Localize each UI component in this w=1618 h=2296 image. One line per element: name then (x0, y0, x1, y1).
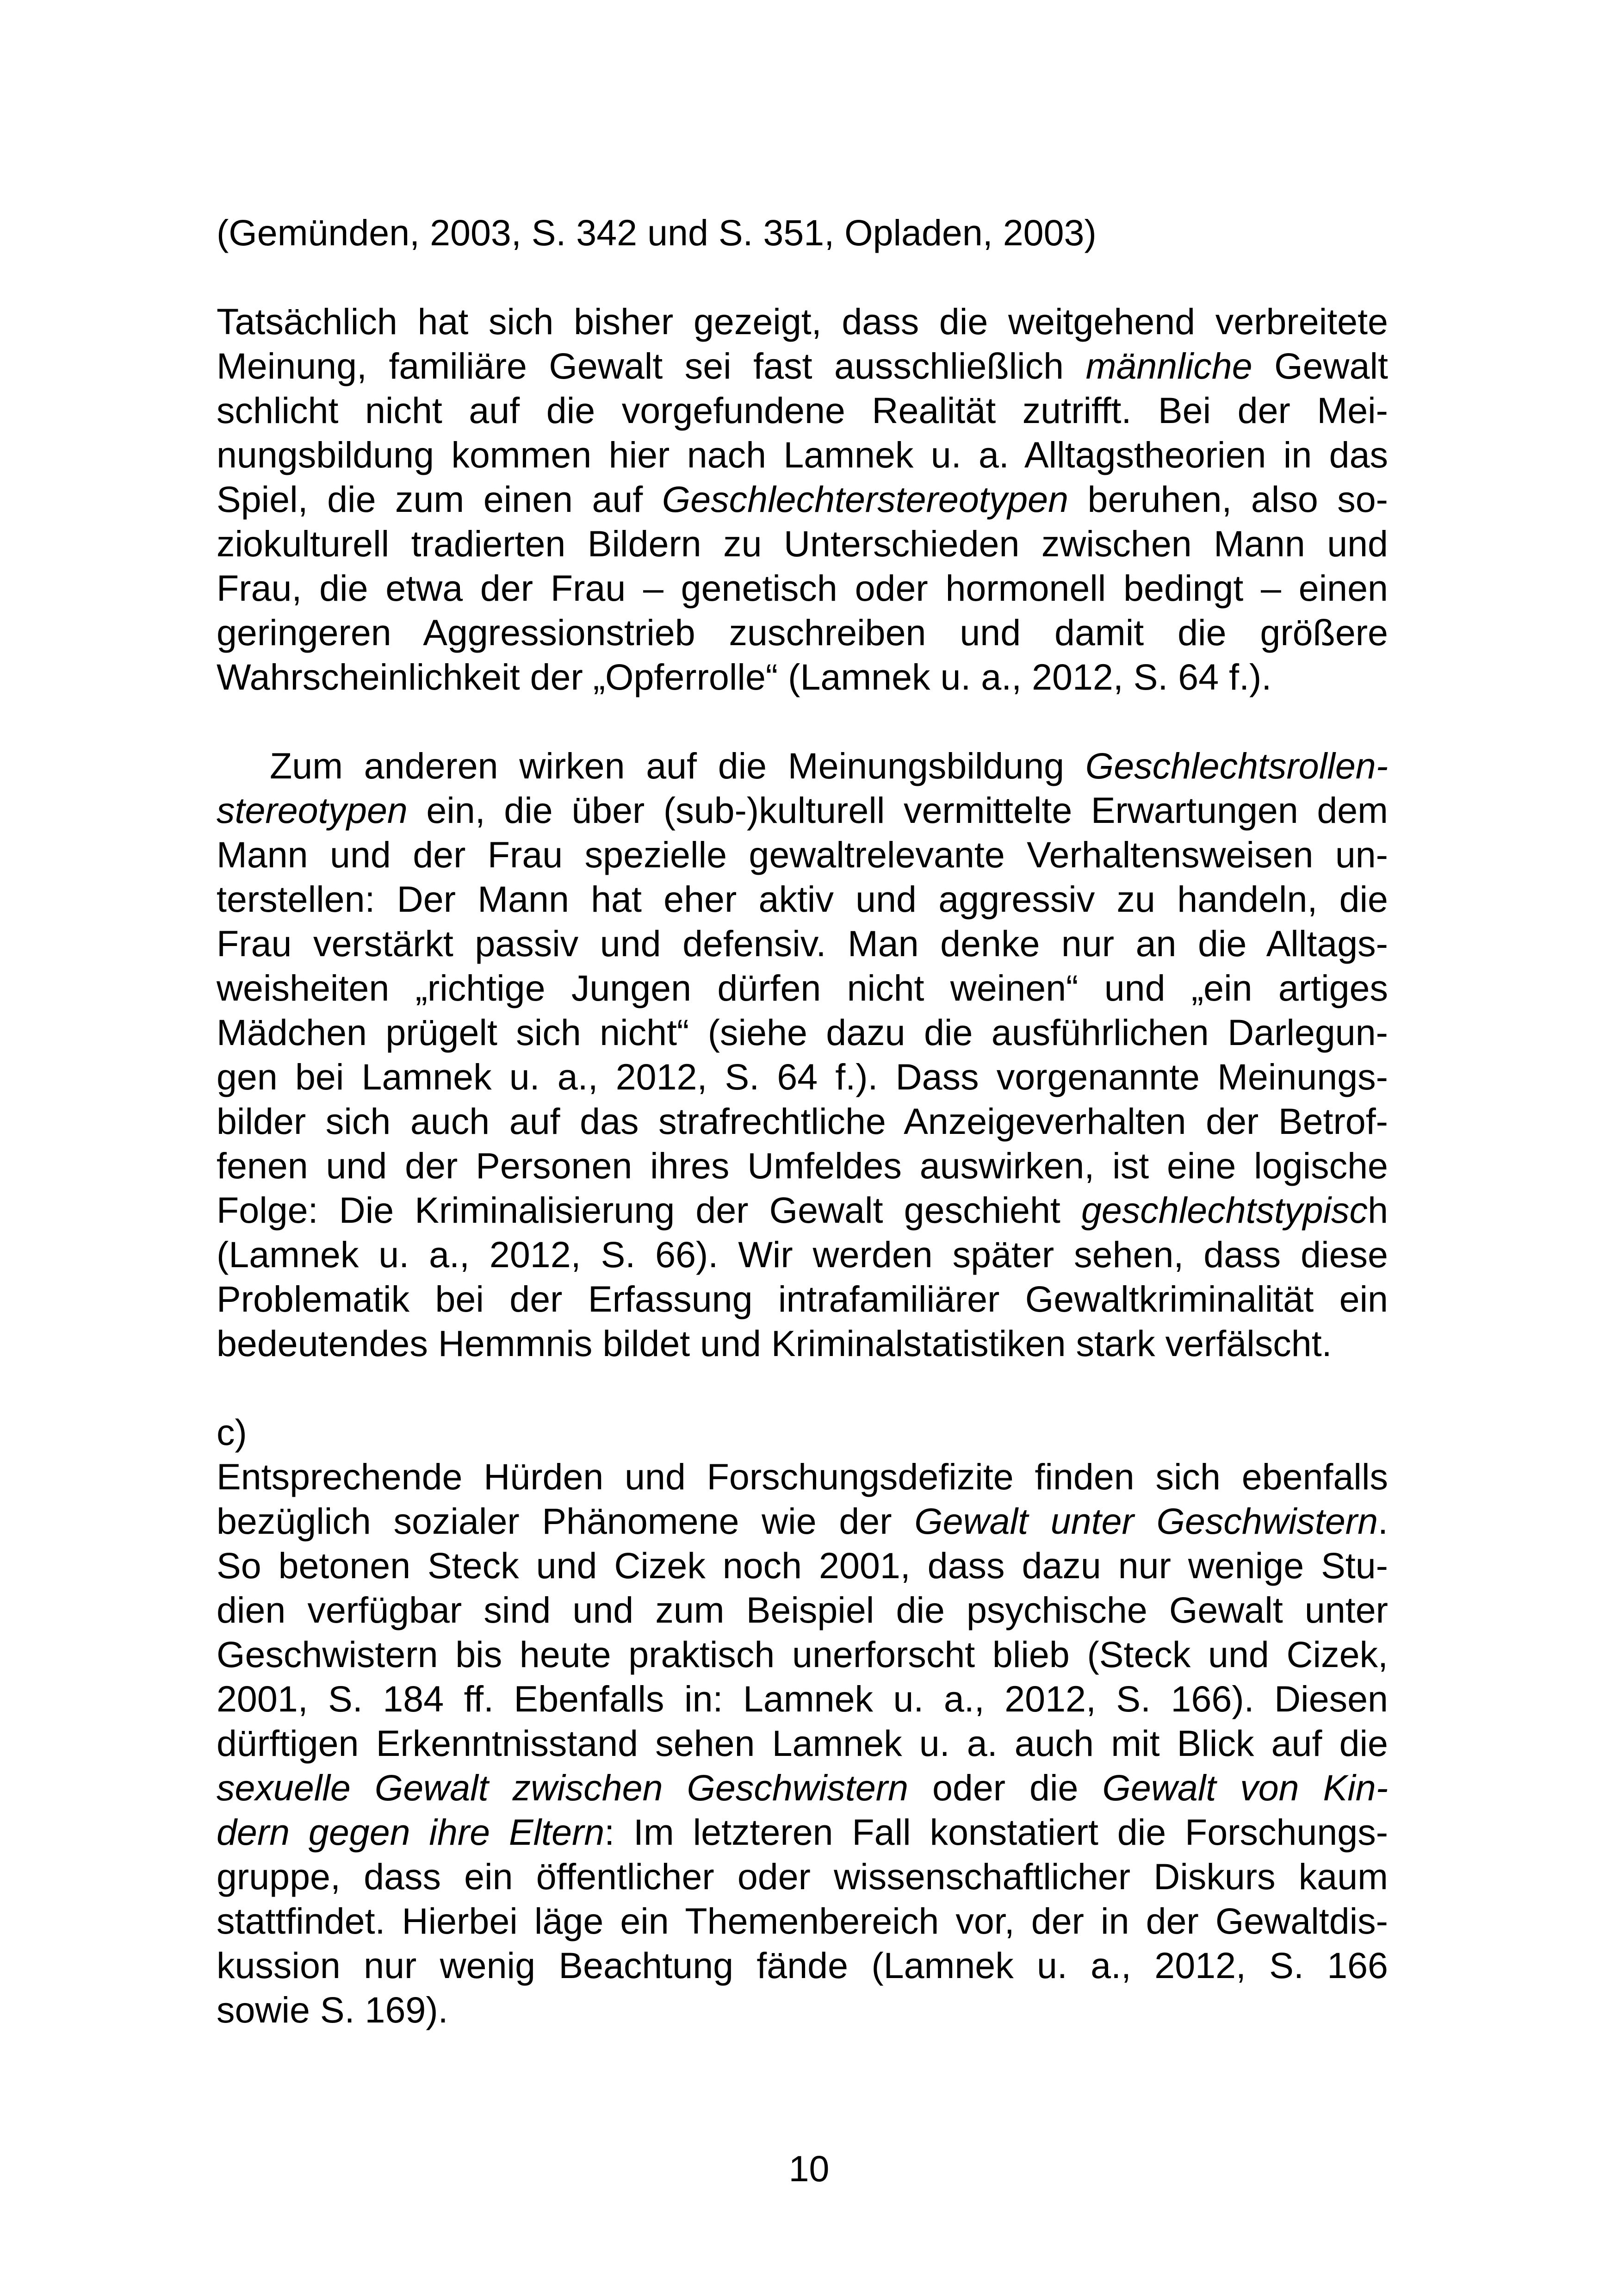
emphasis: sexuelle Gewalt zwischen Geschwistern (217, 1767, 909, 1808)
emphasis: Geschlechtsrollen- (1085, 745, 1388, 786)
spacer (217, 699, 1388, 744)
text-line: Folge: Die Kriminalisierung der Gewalt geschieht geschlechtstypisch (217, 1189, 1388, 1231)
text-line: So betonen Steck und Cizek noch 2001, dass dazu nur wenige Stu- (217, 1545, 1388, 1586)
citation-line: (Gemünden, 2003, S. 342 und S. 351, Opladen, 2003) (217, 212, 1097, 253)
text-line: sowie S. 169). (217, 1989, 448, 2030)
text-line: stereotypen ein, die über (sub-)kulturell vermittelte Erwartungen dem (217, 790, 1388, 831)
text-line: Spiel, die zum einen auf Geschlechterstereotypen beruhen, also so- (217, 479, 1388, 520)
text-line: kussion nur wenig Beachtung fände (Lamnek u. a., 2012, S. 166 (217, 1945, 1388, 1986)
text-line: bilder sich auch auf das strafrechtliche Anzeigeverhalten der Betrof- (217, 1101, 1388, 1142)
page-number: 10 (788, 2148, 830, 2189)
text-line: Tatsächlich hat sich bisher gezeigt, dass die weitgehend verbreitete (217, 301, 1388, 342)
text-line: Mädchen prügelt sich nicht“ (siehe dazu die ausführlichen Darlegun- (217, 1012, 1388, 1053)
text-line: fenen und der Personen ihres Umfeldes auswirken, ist eine logische (217, 1145, 1388, 1186)
text-line: sexuelle Gewalt zwischen Geschwistern oder die Gewalt von Kin- (217, 1767, 1389, 1808)
text-line: Geschwistern bis heute praktisch unerforscht blieb (Steck und Cizek, (217, 1634, 1388, 1675)
emphasis: Gewalt unter Geschwistern (914, 1500, 1378, 1542)
text-line: geringeren Aggressionstrieb zuschreiben und damit die größere (217, 612, 1388, 653)
emphasis: Gewalt von Kin- (1102, 1767, 1389, 1808)
text-line: dürftigen Erkenntnisstand sehen Lamnek u. a. auch mit Blick auf die (217, 1723, 1388, 1764)
text-line: bedeutendes Hemmnis bildet und Kriminalstatistiken stark verfälscht. (217, 1323, 1332, 1364)
section-label: c) (217, 1412, 247, 1453)
text-line: dien verfügbar sind und zum Beispiel die psychische Gewalt unter (217, 1589, 1388, 1630)
text-line: schlicht nicht auf die vorgefundene Realität zutrifft. Bei der Mei- (217, 390, 1388, 431)
text-line: terstellen: Der Mann hat eher aktiv und aggressiv zu handeln, die (217, 878, 1388, 920)
text-line: gen bei Lamnek u. a., 2012, S. 64 f.). Dass vorgenannte Meinungs- (217, 1056, 1388, 1097)
page-body (217, 211, 1388, 2032)
emphasis: dern gegen ihre Eltern (217, 1811, 605, 1853)
paragraph-3 (217, 1455, 1388, 2032)
text-line: Zum anderen wirken auf die Meinungsbildung Geschlechtsrollen- (270, 745, 1388, 786)
text-line: Frau, die etwa der Frau – genetisch oder hormonell bedingt – einen (217, 567, 1388, 609)
text-line: (Lamnek u. a., 2012, S. 66). Wir werden später sehen, dass diese (217, 1234, 1388, 1275)
text-line: Frau verstärkt passiv und defensiv. Man denke nur an die Alltags- (217, 923, 1388, 964)
text-line: nungsbildung kommen hier nach Lamnek u. a. Alltagstheorien in das (217, 434, 1388, 475)
text-line: bezüglich sozialer Phänomene wie der Gewalt unter Geschwistern. (217, 1500, 1388, 1542)
paragraph-1 (217, 299, 1388, 699)
text-line: Wahrscheinlichkeit der „Opferrolle“ (Lamnek u. a., 2012, S. 64 f.). (217, 656, 1272, 697)
text-line: Problematik bei der Erfassung intrafamiliärer Gewaltkriminalität ein (217, 1278, 1388, 1319)
emphasis: Geschlechterstereotypen (662, 479, 1069, 520)
emphasis: stereotypen (217, 790, 408, 831)
text-line: Entsprechende Hürden und Forschungsdefizite finden sich ebenfalls (217, 1456, 1388, 1497)
text-line: Meinung, familiäre Gewalt sei fast ausschließlich männliche Gewalt (217, 345, 1388, 386)
text-line: gruppe, dass ein öffentlicher oder wissenschaftlicher Diskurs kaum (217, 1856, 1388, 1897)
paragraph-2 (217, 744, 1388, 1366)
spacer (217, 1366, 1388, 1410)
text-line: dern gegen ihre Eltern: Im letzteren Fall konstatiert die Forschungs- (217, 1811, 1388, 1853)
emphasis: geschlechtstypisc (1081, 1189, 1368, 1231)
spacer (217, 255, 1388, 299)
text-line: weisheiten „richtige Jungen dürfen nicht weinen“ und „ein artiges (217, 967, 1388, 1008)
text-line: ziokulturell tradierten Bildern zu Unterschieden zwischen Mann und (217, 523, 1388, 564)
text-line: stattfindet. Hierbei läge ein Themenbereich vor, der in der Gewaltdis- (217, 1900, 1388, 1941)
emphasis: männliche (1085, 345, 1252, 386)
text-line: Mann und der Frau spezielle gewaltrelevante Verhaltensweisen un- (217, 834, 1388, 875)
text-line: 2001, S. 184 ff. Ebenfalls in: Lamnek u. a., 2012, S. 166). Diesen (217, 1678, 1388, 1719)
